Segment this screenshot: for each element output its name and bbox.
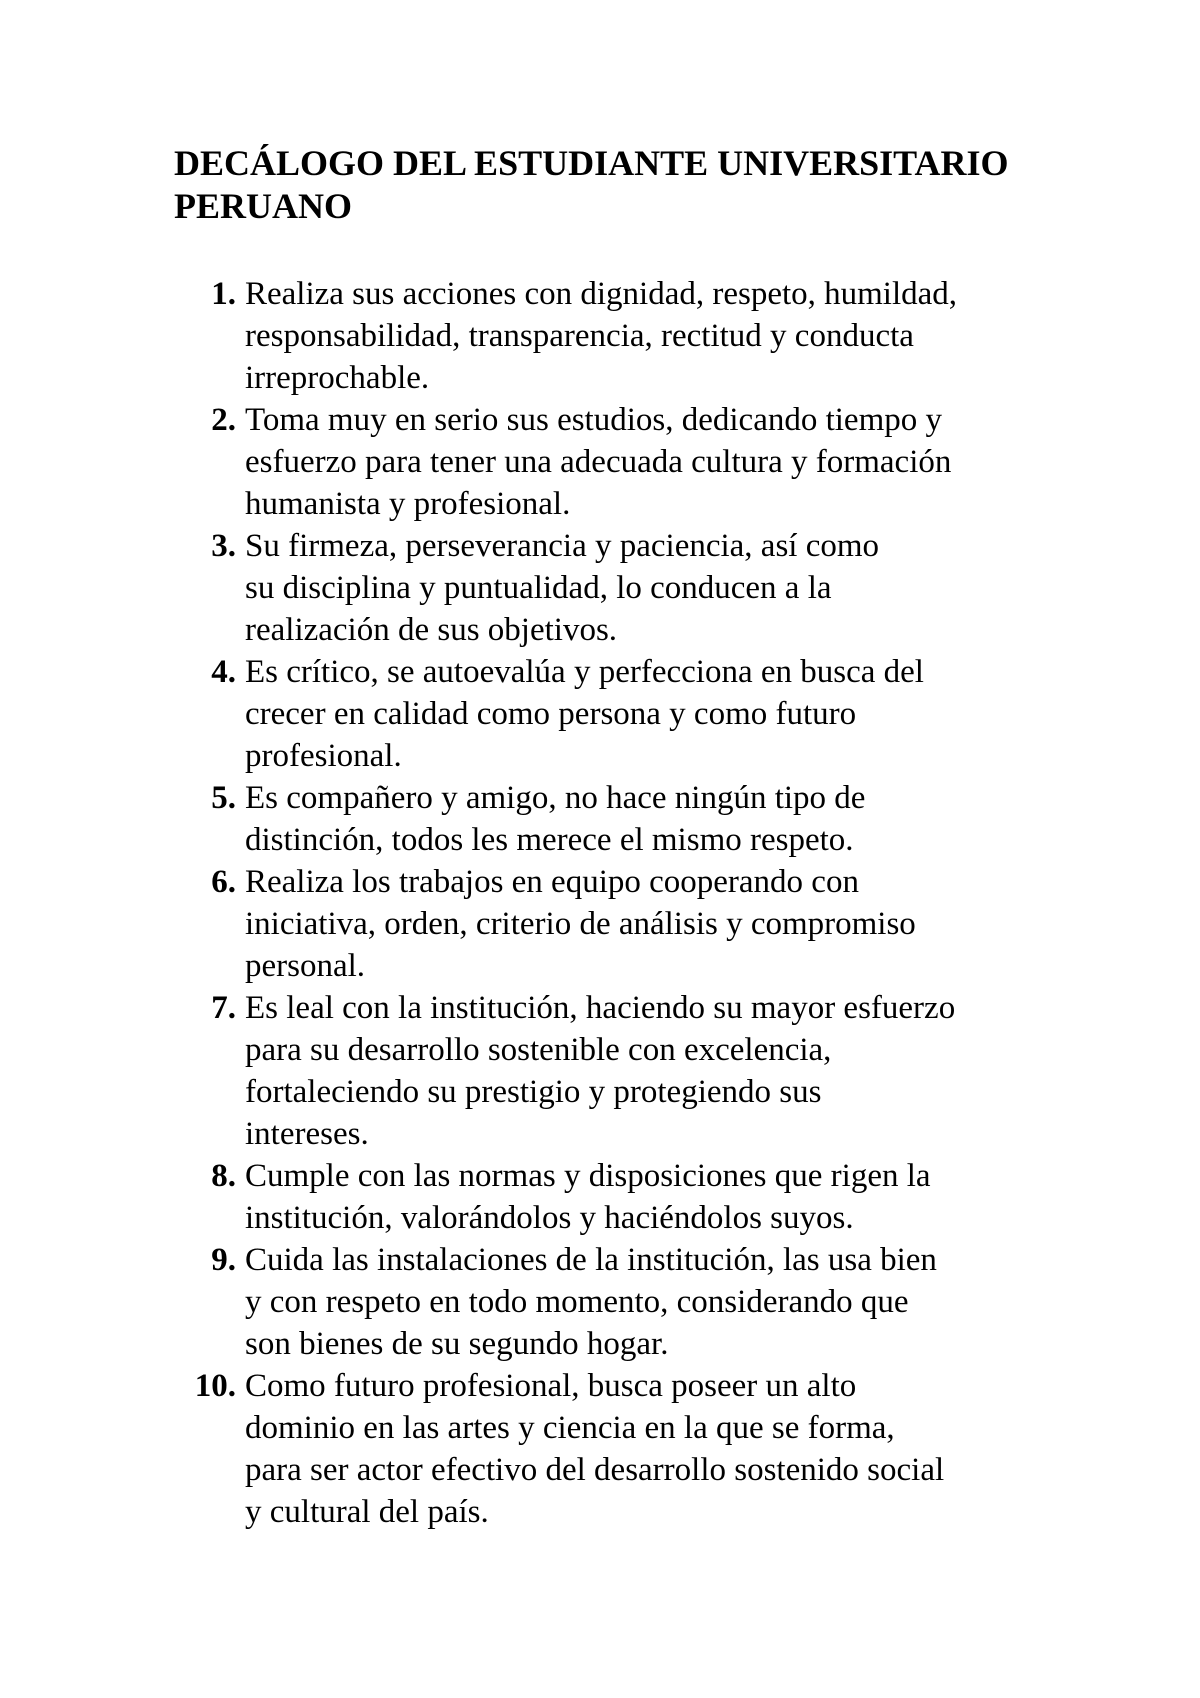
item-text-line: crecer en calidad como persona y como futuro: [245, 696, 857, 732]
list-item: [0, 777, 1200, 861]
list-item: [0, 399, 1200, 525]
item-text-line: Realiza sus acciones con dignidad, respeto, humildad,: [245, 276, 958, 312]
list-item: [0, 525, 1200, 651]
item-text: [245, 1239, 1200, 1365]
item-text-line: Toma muy en serio sus estudios, dedicando tiempo y: [245, 402, 942, 438]
item-text-line: profesional.: [245, 738, 402, 774]
item-text-line: realización de sus objetivos.: [245, 612, 618, 648]
item-text-line: iniciativa, orden, criterio de análisis y compromiso: [245, 906, 916, 942]
item-number: 3.: [211, 528, 236, 564]
list-item: [0, 861, 1200, 987]
item-text: [245, 987, 1200, 1155]
item-text-line: institución, valorándolos y haciéndolos suyos.: [245, 1200, 854, 1236]
item-text-line: responsabilidad, transparencia, rectitud y conducta: [245, 318, 914, 354]
item-number: 9.: [211, 1242, 236, 1278]
item-text-line: su disciplina y puntualidad, lo conducen a la: [245, 570, 832, 606]
item-text: [245, 399, 1200, 525]
document-title: [174, 142, 1074, 228]
list-item: [0, 651, 1200, 777]
title-line: PERUANO: [174, 186, 352, 226]
item-text-line: para su desarrollo sostenible con excelencia,: [245, 1032, 832, 1068]
list-item: [0, 273, 1200, 399]
item-text-line: dominio en las artes y ciencia en la que se forma,: [245, 1410, 895, 1446]
item-text-line: y cultural del país.: [245, 1494, 489, 1530]
item-number: 6.: [211, 864, 236, 900]
item-text-line: Es compañero y amigo, no hace ningún tipo de: [245, 780, 866, 816]
item-text: [245, 777, 1200, 861]
item-text: [245, 861, 1200, 987]
list-item: [0, 1365, 1200, 1533]
item-text-line: Cuida las instalaciones de la institución, las usa bien: [245, 1242, 937, 1278]
item-text: [245, 525, 1200, 651]
item-text: [245, 1155, 1200, 1239]
title-line: DECÁLOGO DEL ESTUDIANTE UNIVERSITARIO: [174, 143, 1009, 183]
item-text: [245, 273, 1200, 399]
item-text-line: y con respeto en todo momento, considerando que: [245, 1284, 909, 1320]
list-item: [0, 1239, 1200, 1365]
item-text-line: para ser actor efectivo del desarrollo sostenido social: [245, 1452, 945, 1488]
list-item: [0, 1155, 1200, 1239]
item-text-line: Realiza los trabajos en equipo cooperando con: [245, 864, 859, 900]
item-text-line: Cumple con las normas y disposiciones que rigen la: [245, 1158, 931, 1194]
item-text-line: humanista y profesional.: [245, 486, 571, 522]
item-text: [245, 1365, 1200, 1533]
item-text-line: Es crítico, se autoevalúa y perfecciona en busca del: [245, 654, 924, 690]
item-text-line: distinción, todos les merece el mismo respeto.: [245, 822, 854, 858]
item-number: 10.: [194, 1368, 236, 1404]
item-text: [245, 651, 1200, 777]
decalogue-list: [0, 273, 1200, 1533]
list-item: [0, 987, 1200, 1155]
item-text-line: esfuerzo para tener una adecuada cultura y formación: [245, 444, 952, 480]
item-number: 1.: [211, 276, 236, 312]
item-number: 4.: [211, 654, 236, 690]
item-text-line: personal.: [245, 948, 366, 984]
item-text-line: intereses.: [245, 1116, 369, 1152]
item-text-line: son bienes de su segundo hogar.: [245, 1326, 669, 1362]
item-number: 7.: [211, 990, 236, 1026]
item-number: 8.: [211, 1158, 236, 1194]
item-number: 2.: [211, 402, 236, 438]
item-text-line: irreprochable.: [245, 360, 430, 396]
item-text-line: Como futuro profesional, busca poseer un alto: [245, 1368, 857, 1404]
item-text-line: fortaleciendo su prestigio y protegiendo sus: [245, 1074, 822, 1110]
item-text-line: Es leal con la institución, haciendo su mayor esfuerzo: [245, 990, 956, 1026]
item-text-line: Su firmeza, perseverancia y paciencia, así como: [245, 528, 880, 564]
item-number: 5.: [211, 780, 236, 816]
